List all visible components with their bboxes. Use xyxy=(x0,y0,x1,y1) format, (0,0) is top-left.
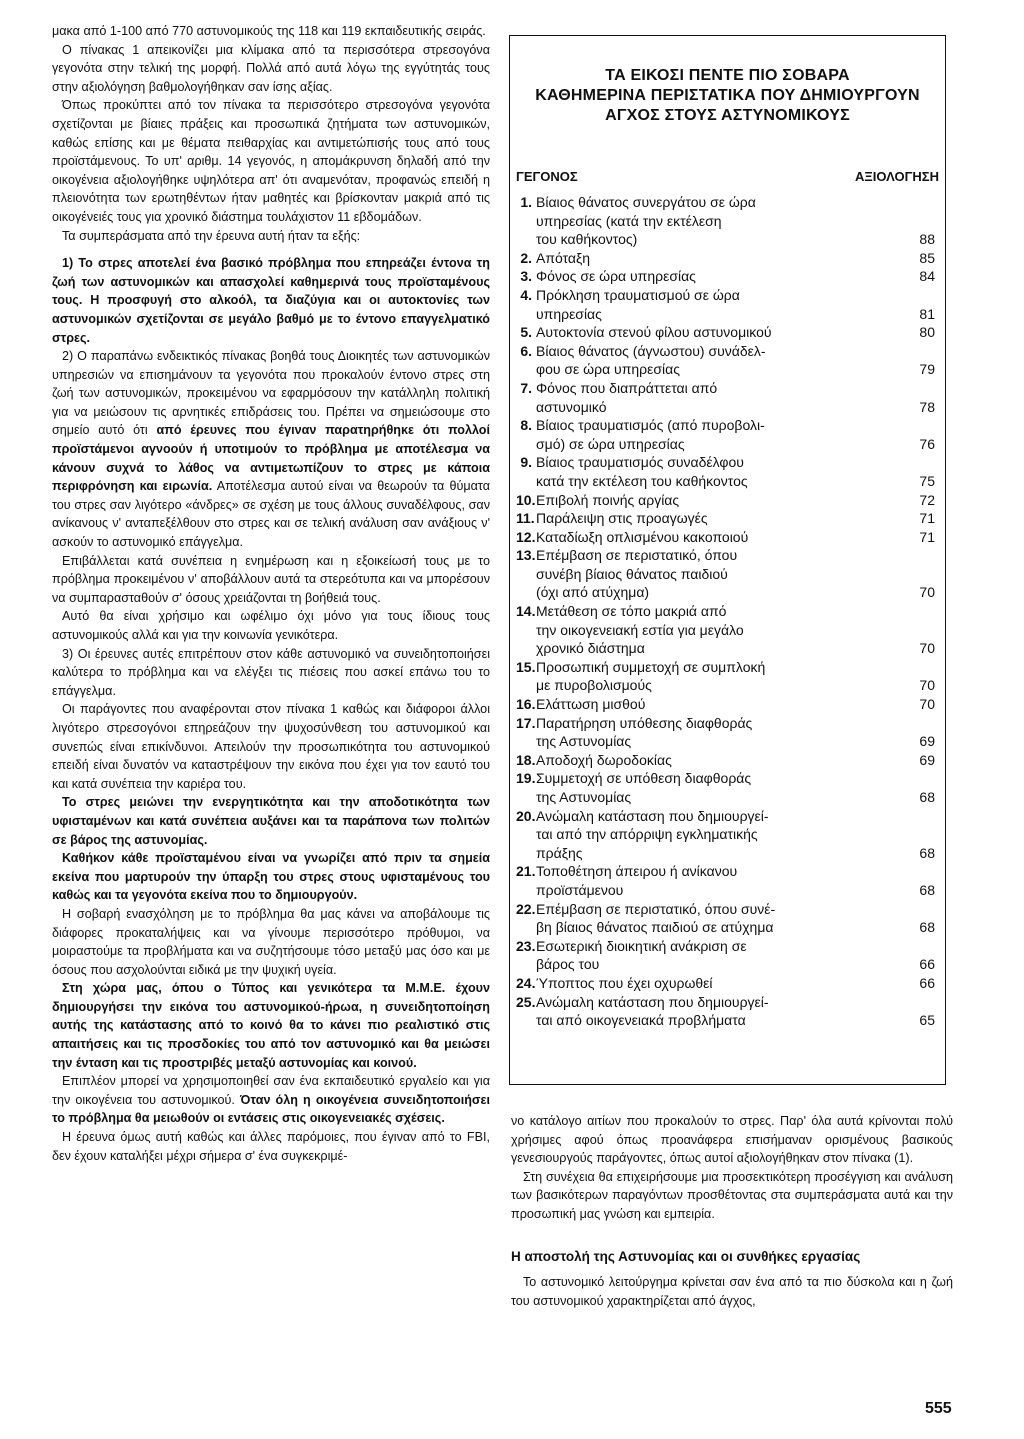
row-event-line: Ελάττωση μισθού xyxy=(536,696,646,713)
row-event xyxy=(536,267,885,286)
row-number: 15. xyxy=(516,658,536,675)
paragraph xyxy=(52,1072,490,1128)
row-event-line: της Αστυνομίας xyxy=(536,789,632,805)
section-heading: Η αποστολή της Αστυνομίας και οι συνθήκες εργασίας xyxy=(511,1248,861,1264)
paragraph-bold: Στη χώρα μας, όπου ο Τύπος και γενικότερα τα Μ.Μ.Ε. έχουν δημιουργήσει την εικόνα του αστυνομικού-ήρωα, η συνειδητοποίηση αυτής της κατάστασης από το κοινό θα το κάνει πιο ρεαλιστικό στις απαιτήσεις και τις προσδοκίες του από τον αστυνομικό και θα μειώσει την ένταση και τις προστριβές μεταξύ αστυνομίας και κοινού. xyxy=(52,981,490,1070)
row-number: 17. xyxy=(516,714,536,731)
row-event xyxy=(536,379,885,416)
row-event-line: Αποδοχή δωροδοκίας xyxy=(536,751,672,768)
row-score: 70 xyxy=(919,677,935,694)
row-event-line: Απόταξη xyxy=(536,249,591,266)
table-row xyxy=(516,602,935,658)
row-event-line: χρονικό διάστημα xyxy=(536,640,645,657)
table-row xyxy=(516,974,935,993)
table-row xyxy=(516,528,935,547)
row-event-line: Επέμβαση σε περιστατικό, όπου συνέ- xyxy=(536,900,776,917)
row-number: 14. xyxy=(516,603,536,620)
row-score: 88 xyxy=(919,231,935,248)
table-row xyxy=(516,993,935,1030)
table-row xyxy=(516,807,935,863)
row-event-line: υπηρεσίας xyxy=(536,305,602,322)
column-header-score: ΑΞΙΟΛΟΓΗΣΗ xyxy=(855,169,939,184)
table-row xyxy=(516,695,935,714)
row-event-line: ται από την απόρριψη εγκληματικής xyxy=(536,826,758,843)
paragraph: Ο πίνακας 1 απεικονίζει μια κλίμακα από τα περισσότερα στρεσογόνα γεγονότα στην τελική της μορφή. Πολλά από αυτά λόγω της εγγύτητάς τους στην αξιολόγηση βαθμολογήθηκαν σαν ίσης αξίας. xyxy=(52,42,490,94)
table-title-line: ΚΑΘΗΜΕΡΙΝΑ ΠΕΡΙΣΤΑΤΙΚΑ ΠΟΥ ΔΗΜΙΟΥΡΓΟΥΝ xyxy=(535,87,920,104)
conclusion-3: 3) Οι έρευνες αυτές επιτρέπουν στον κάθε αστυνομικό να συνειδητοποιήσει καλύτερα το πρόβλημα και να ελέγξει τις πιέσεις που ασκεί επάνω του το επάγγελμα. xyxy=(52,646,490,698)
paragraph: Το αστυνομικό λειτούργημα κρίνεται σαν ένα από τα πιο δύσκολα και η ζωή του αστυνομικού χαρακτηρίζεται από άγχος, xyxy=(511,1275,953,1308)
row-event-line: Βίαιος θάνατος συνεργάτου σε ώρα xyxy=(536,194,756,210)
table-row xyxy=(516,491,935,510)
paragraph-bold: Καθήκον κάθε προϊσταμένου είναι να γνωρίζει από πριν τα σημεία εκείνα που μαρτυρούν την ύπαρξη του στρες στους υφισταμένους του καθώς και τα γεγονότα εκείνα που το δημιουργούν. xyxy=(52,851,490,903)
paragraph-bold: Το στρες μειώνει την ενεργητικότητα και την αποδοτικότητα των υφισταμένων και κατά συνέπεια αυξάνει και τα παράπονα των πολιτών σε βάρος της αστυνομίας. xyxy=(52,795,490,847)
paragraph: μακα από 1-100 από 770 αστυνομικούς της 118 και 119 εκπαιδευτικής σειράς. xyxy=(52,24,486,38)
table-header xyxy=(516,169,939,184)
row-number: 6. xyxy=(520,342,532,359)
row-number: 18. xyxy=(516,751,536,768)
row-event-line: προϊστάμενου xyxy=(536,881,624,898)
row-score: 70 xyxy=(919,696,935,713)
row-event xyxy=(536,602,885,658)
row-event-line: συνέβη βίαιος θάνατος παιδιού xyxy=(536,565,728,582)
row-event-line: της Αστυνομίας xyxy=(536,733,632,750)
row-score: 68 xyxy=(919,844,935,861)
row-number: 3. xyxy=(520,268,532,285)
paragraph: Η σοβαρή ενασχόληση με το πρόβλημα θα μας κάνει να αποβάλουμε τις διάφορες προκαταλήψεις και να γίνουμε περισσότερο πρόθυμοι, να μοιραστούμε τα προβλήματα και να συζητήσουμε τόσο μεταξύ μας όσο και με όσους που ασχολούνται ειδικά με την ψυχική υγεία. xyxy=(52,906,490,977)
row-event-line: Βίαιος τραυματισμός (από πυροβολι- xyxy=(536,417,765,434)
table-row xyxy=(516,267,935,286)
row-number: 12. xyxy=(516,528,536,545)
row-number: 7. xyxy=(520,379,532,396)
conclusion-1: 1) Το στρες αποτελεί ένα βασικό πρόβλημα που επηρεάζει έντονα τη ζωή των αστυνομικών και απασχολεί καθημερινά τους προϊσταμένους τους. Η προσφυγή στο αλκοόλ, τα διαζύγια και οι αυτοκτονίες των αστυνομικών σχετίζονται σε μεγάλο βαθμό με το έντονο επαγγελματικό στρες. xyxy=(52,256,490,345)
row-event-line: Καταδίωξη οπλισμένου κακοποιού xyxy=(536,528,749,545)
row-event-line: φου σε ώρα υπηρεσίας xyxy=(536,361,680,378)
row-event-line: Παρατήρηση υπόθεσης διαφθοράς xyxy=(536,714,753,731)
row-event xyxy=(536,937,885,974)
row-event-line: την οικογενειακή εστία για μεγάλο xyxy=(536,621,744,638)
text-run: Αποτέλεσμα αυτού είναι να θεωρούν τα θύματα του στρες σαν λιγότερο «άνδρες» σε σχέση με τους άλλους συναδέλφους, σαν ανίκανους ν' ανταπεξέλθουν στο στρες και σε τελική ανάλυση σαν ανάξιους ν' ασκούν το αστυνομικό επάγγελμα. xyxy=(52,479,490,550)
row-event-line: κατά την εκτέλεση του καθήκοντος xyxy=(536,472,748,489)
row-score: 72 xyxy=(919,491,935,508)
row-number: 11. xyxy=(516,510,535,527)
row-score: 68 xyxy=(919,881,935,898)
row-number: 13. xyxy=(516,547,536,564)
row-event xyxy=(536,249,885,268)
row-event-line: του καθήκοντος) xyxy=(536,231,638,248)
row-event xyxy=(536,323,885,342)
row-score: 75 xyxy=(919,472,935,489)
row-event-line: ται από οικογενειακά προβλήματα xyxy=(536,1012,746,1029)
row-event xyxy=(536,193,885,249)
row-event-line: Ανώμαλη κατάσταση που δημιουργεί- xyxy=(536,993,769,1010)
row-event-line: Εσωτερική διοικητική ανάκριση σε xyxy=(536,937,747,954)
row-event-line: (όχι από ατύχημα) xyxy=(536,584,650,601)
row-event-line: βη βίαιος θάνατος παιδιού σε ατύχημα xyxy=(536,919,774,936)
left-column xyxy=(52,22,490,1165)
row-score: 66 xyxy=(919,974,935,991)
row-score: 76 xyxy=(919,435,935,452)
text-run-bold: Όταν όλη η οικογένεια συνειδητοποιήσει το πρόβλημα θα μειωθούν οι εντάσεις στις οικογενειακές σχέσεις. xyxy=(52,1092,490,1126)
row-event xyxy=(536,453,885,490)
row-number: 25. xyxy=(516,993,536,1010)
paragraph: Τα συμπεράσματα από την έρευνα αυτή ήταν τα εξής: xyxy=(62,228,361,243)
table-row xyxy=(516,769,935,806)
row-event xyxy=(536,491,885,510)
row-score: 65 xyxy=(919,1012,935,1029)
text-run: Επιπλέον μπορεί να χρησιμοποιηθεί σαν ένα εκπαιδευτικό εργαλείο και για την οικογένεια του αστυνομικού. xyxy=(52,1074,490,1107)
row-number: 20. xyxy=(516,807,536,824)
row-number: 19. xyxy=(516,770,536,787)
text-run-bold: από έρευνες που έγιναν παρατηρήθηκε ότι πολλοί προϊστάμενοι αγνοούν ή υποτιμούν το πρόβλημα με αποτέλεσμα να κάνουν συχνά το λάθος να αντιμετωπίζουν το στρες με κάποια περιφρόνηση και ειρωνία. xyxy=(52,423,490,494)
row-event-line: Πρόκληση τραυματισμού σε ώρα xyxy=(536,286,740,303)
table-title xyxy=(510,66,945,126)
row-event xyxy=(536,416,885,453)
row-event xyxy=(536,769,885,806)
row-score: 70 xyxy=(919,584,935,601)
table-row xyxy=(516,900,935,937)
right-column-text xyxy=(511,1112,953,1310)
row-score: 80 xyxy=(919,324,935,341)
text-run: 2) Ο παραπάνω ενδεικτικός πίνακας βοηθά τους Διοικητές των αστυνομικών υπηρεσιών να επισημάνουν τα γεγονότα που προκαλούν έντονο στρες στη ζωή των αστυνομικών, προκειμένου να εφαρμόσουν την κατάλληλη πολιτική για να μειώσουν τις αρνητικές επιδράσεις του. Πρέπει να σημειώσουμε στο σημείο αυτό ότι xyxy=(52,349,490,438)
row-event xyxy=(536,695,885,714)
row-event xyxy=(536,807,885,863)
row-number: 2. xyxy=(520,249,532,266)
row-event-line: Τοποθέτηση άπειρου ή ανίκανου xyxy=(536,863,738,880)
table-row xyxy=(516,751,935,770)
table-row xyxy=(516,714,935,751)
row-event xyxy=(536,974,885,993)
row-event-line: Φόνος σε ώρα υπηρεσίας xyxy=(536,268,696,285)
paragraph: Επιβάλλεται κατά συνέπεια η ενημέρωση και η εξοικείωσή τους με το πρόβλημα προκειμένου ν' αποβάλλουν αυτά τα στερεότυπα και να μπορέσουν να συμπαρασταθούν σ' όσους χρειάζονται τη βοήθειά τους. xyxy=(52,553,490,605)
paragraph: Στη συνέχεια θα επιχειρήσουμε μια προσεκτικότερη προσέγγιση και ανάλυση των βασικότερων παραγόντων προσθέτοντας στα συμπεράσματα αυτά και την προσωπική μας γνώση και εμπειρία. xyxy=(511,1169,953,1221)
table-row xyxy=(516,862,935,899)
row-score: 68 xyxy=(919,919,935,936)
row-number: 9. xyxy=(520,454,532,471)
table-row xyxy=(516,249,935,268)
row-score: 68 xyxy=(919,789,935,805)
column-header-event: ΓΕΓΟΝΟΣ xyxy=(516,169,578,184)
row-number: 23. xyxy=(516,937,536,954)
row-event-line: Επιβολή ποινής αργίας xyxy=(536,491,680,508)
paragraph: Αυτό θα είναι χρήσιμο και ωφέλιμο όχι μόνο για τους ίδιους τους αστυνομικούς αλλά και για την κοινωνία γενικότερα. xyxy=(52,609,490,642)
row-number: 22. xyxy=(516,900,536,917)
row-score: 66 xyxy=(919,956,935,973)
table-title-line: ΤΑ ΕΙΚΟΣΙ ΠΕΝΤΕ ΠΙΟ ΣΟΒΑΡΑ xyxy=(605,67,850,84)
row-event xyxy=(536,714,885,751)
row-score: 84 xyxy=(919,268,935,285)
row-event xyxy=(536,751,885,770)
paragraph: νο κατάλογο αιτίων που προκαλούν το στρες. Παρ' όλα αυτά κρίνονται πολύ χρήσιμες αφού όπως προανάφερα επισήμαναν ορισμένους βασικούς γενεσιουργούς παράγοντες, όπως αυτοί αξιολογήθηκαν στον πίνακα (1). xyxy=(511,1114,953,1166)
row-number: 5. xyxy=(520,324,532,341)
row-number: 24. xyxy=(516,974,536,991)
table-row xyxy=(516,658,935,695)
row-score: 69 xyxy=(919,733,935,750)
row-event-line: Προσωπική συμμετοχή σε συμπλοκή xyxy=(536,658,766,675)
row-number: 8. xyxy=(520,417,532,434)
row-number: 21. xyxy=(516,863,536,880)
table-row xyxy=(516,193,935,249)
row-score: 71 xyxy=(919,510,935,527)
row-event xyxy=(536,509,885,528)
row-event-line: υπηρεσίας (κατά την εκτέλεση xyxy=(536,212,722,229)
row-score: 78 xyxy=(919,398,935,415)
row-event-line: σμό) σε ώρα υπηρεσίας xyxy=(536,435,685,452)
row-number: 1. xyxy=(520,194,532,210)
table-title-line: ΑΓΧΟΣ ΣΤΟΥΣ ΑΣΤΥΝΟΜΙΚΟΥΣ xyxy=(605,107,850,124)
row-event-line: Συμμετοχή σε υπόθεση διαφθοράς xyxy=(536,770,752,787)
paragraph: Όπως προκύπτει από τον πίνακα τα περισσότερο στρεσογόνα γεγονότα σχετίζονται με βίαιες πράξεις και προσωπικά ζητήματα των αστυνομικών, καθώς επίσης και με θέματα πειθαρχίας και αντιμετώπισής τους από τους προϊστάμενους. Το υπ' αριθμ. 14 γεγονός, η απομάκρυνση δηλαδή από την οικογένεια αξιολογήθηκε υψηλότερα απ' ότι αναμενόταν, προφανώς επειδή η πλειονότητα των ερωτηθέντων ήταν μαθητές και βρίσκονταν μακριά από τις οικογένειές τους για χρονικό διάστημα τουλάχιστον 11 εβδομάδων. xyxy=(52,98,490,224)
row-event-line: αστυνομικό xyxy=(536,398,607,415)
row-event xyxy=(536,286,885,323)
table-row xyxy=(516,379,935,416)
row-event-line: Παράλειψη στις προαγωγές xyxy=(536,510,708,527)
row-event xyxy=(536,342,885,379)
paragraph: Η έρευνα όμως αυτή καθώς και άλλες παρόμοιες, που έγιναν από το FBI, δεν έχουν καταλήξει μέχρι σήμερα σ' ένα συγκεκριμέ- xyxy=(52,1130,490,1163)
row-score: 85 xyxy=(919,249,935,266)
row-number: 4. xyxy=(520,286,532,303)
row-score: 81 xyxy=(919,305,935,322)
row-number: 10. xyxy=(516,491,536,508)
row-event-line: πράξης xyxy=(536,844,583,861)
table-row xyxy=(516,323,935,342)
table-row xyxy=(516,416,935,453)
table-row xyxy=(516,546,935,602)
page-number: 555 xyxy=(925,1400,952,1417)
row-event-line: βάρος του xyxy=(536,956,600,973)
table-row xyxy=(516,937,935,974)
row-event-line: Ανώμαλη κατάσταση που δημιουργεί- xyxy=(536,807,769,824)
conclusion-2 xyxy=(52,347,490,552)
row-event-line: με πυροβολισμούς xyxy=(536,677,652,694)
row-event xyxy=(536,546,885,602)
row-event xyxy=(536,900,885,937)
row-score: 70 xyxy=(919,640,935,657)
row-event xyxy=(536,528,885,547)
row-event xyxy=(536,993,885,1030)
paragraph: Οι παράγοντες που αναφέρονται στον πίνακα 1 καθώς και διάφοροι άλλοι λιγότερο στρεσογόνοι επηρεάζουν την ψυχοσύνθεση του αστυνομικού και συνεπώς είναι επικίνδυνοι. Απειλούν την προσωπικότητα του αστυνομικού επειδή είναι δυνατόν να καταστρέψουν την εικόνα που έχει για τον εαυτό του και κατά συνέπεια την καριέρα του. xyxy=(52,702,490,791)
row-event-line: Επέμβαση σε περιστατικό, όπου xyxy=(536,547,738,564)
row-event xyxy=(536,658,885,695)
row-number: 16. xyxy=(516,696,536,713)
row-event-line: Βίαιος τραυματισμός συναδέλφου xyxy=(536,454,744,471)
row-event-line: Φόνος που διαπράττεται από xyxy=(536,379,718,396)
row-event-line: Βίαιος θάνατος (άγνωστου) συνάδελ- xyxy=(536,342,766,359)
table-rows xyxy=(516,193,935,1030)
table-row xyxy=(516,509,935,528)
row-score: 71 xyxy=(919,528,935,545)
table-row xyxy=(516,286,935,323)
row-score: 69 xyxy=(919,751,935,768)
table-row xyxy=(516,342,935,379)
stress-events-table xyxy=(509,35,946,1085)
row-event-line: Μετάθεση σε τόπο μακριά από xyxy=(536,603,727,620)
row-event xyxy=(536,862,885,899)
row-score: 79 xyxy=(919,361,935,378)
row-event-line: Ύποπτος που έχει οχυρωθεί xyxy=(536,974,713,991)
table-row xyxy=(516,453,935,490)
row-event-line: Αυτοκτονία στενού φίλου αστυνομικού xyxy=(536,324,772,341)
